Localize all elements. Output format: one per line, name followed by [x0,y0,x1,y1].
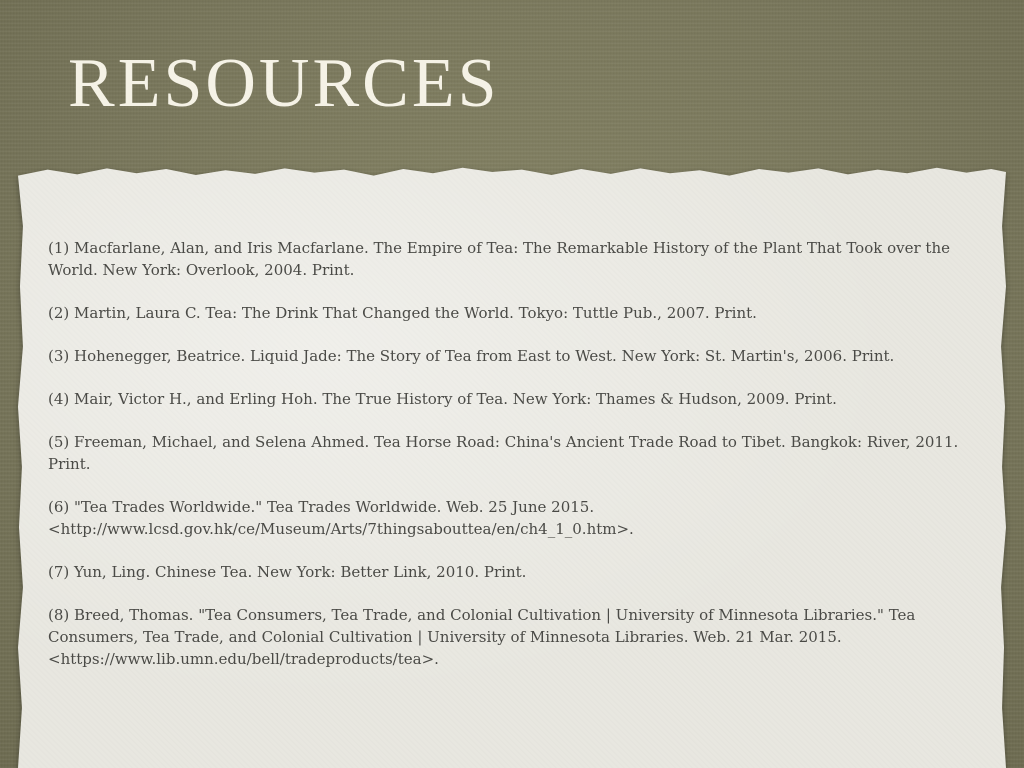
reference-item-8: (8) Breed, Thomas. "Tea Consumers, Tea Trade, and Colonial Cultivation | University of Minnesota Libraries." Tea Consumers, Tea Trade, and Colonial Cultivation | University of Minnesota Libraries. Web. 21 Mar. 2015. <https://www.lib.umn.edu/bell/tradeproducts/tea>. [48,606,916,668]
paper-panel-wrapper [18,166,1006,768]
reference-item-6: (6) "Tea Trades Worldwide." Tea Trades Worldwide. Web. 25 June 2015. <http://www.lcsd.gov.hk/ce/Museum/Arts/7thingsabouttea/en/ch4_1_0.htm>. [48,498,634,538]
reference-item-7: (7) Yun, Ling. Chinese Tea. New York: Better Link, 2010. Print. [48,563,527,581]
reference-list [48,237,998,691]
reference-item-1: (1) Macfarlane, Alan, and Iris Macfarlane. The Empire of Tea: The Remarkable History of the Plant That Took over the World. New York: Overlook, 2004. Print. [48,239,950,279]
reference-item-5: (5) Freeman, Michael, and Selena Ahmed. Tea Horse Road: China's Ancient Trade Road to Tibet. Bangkok: River, 2011. Print. [48,433,959,473]
reference-item-3: (3) Hohenegger, Beatrice. Liquid Jade: The Story of Tea from East to West. New York: St. Martin's, 2006. Print. [48,347,895,365]
reference-item-2: (2) Martin, Laura C. Tea: The Drink That Changed the World. Tokyo: Tuttle Pub., 2007. Print. [48,304,757,322]
reference-item-4: (4) Mair, Victor H., and Erling Hoh. The True History of Tea. New York: Thames & Hudson, 2009. Print. [48,390,837,408]
slide-title: RESOURCES [68,45,500,122]
torn-paper-panel [18,166,1006,768]
